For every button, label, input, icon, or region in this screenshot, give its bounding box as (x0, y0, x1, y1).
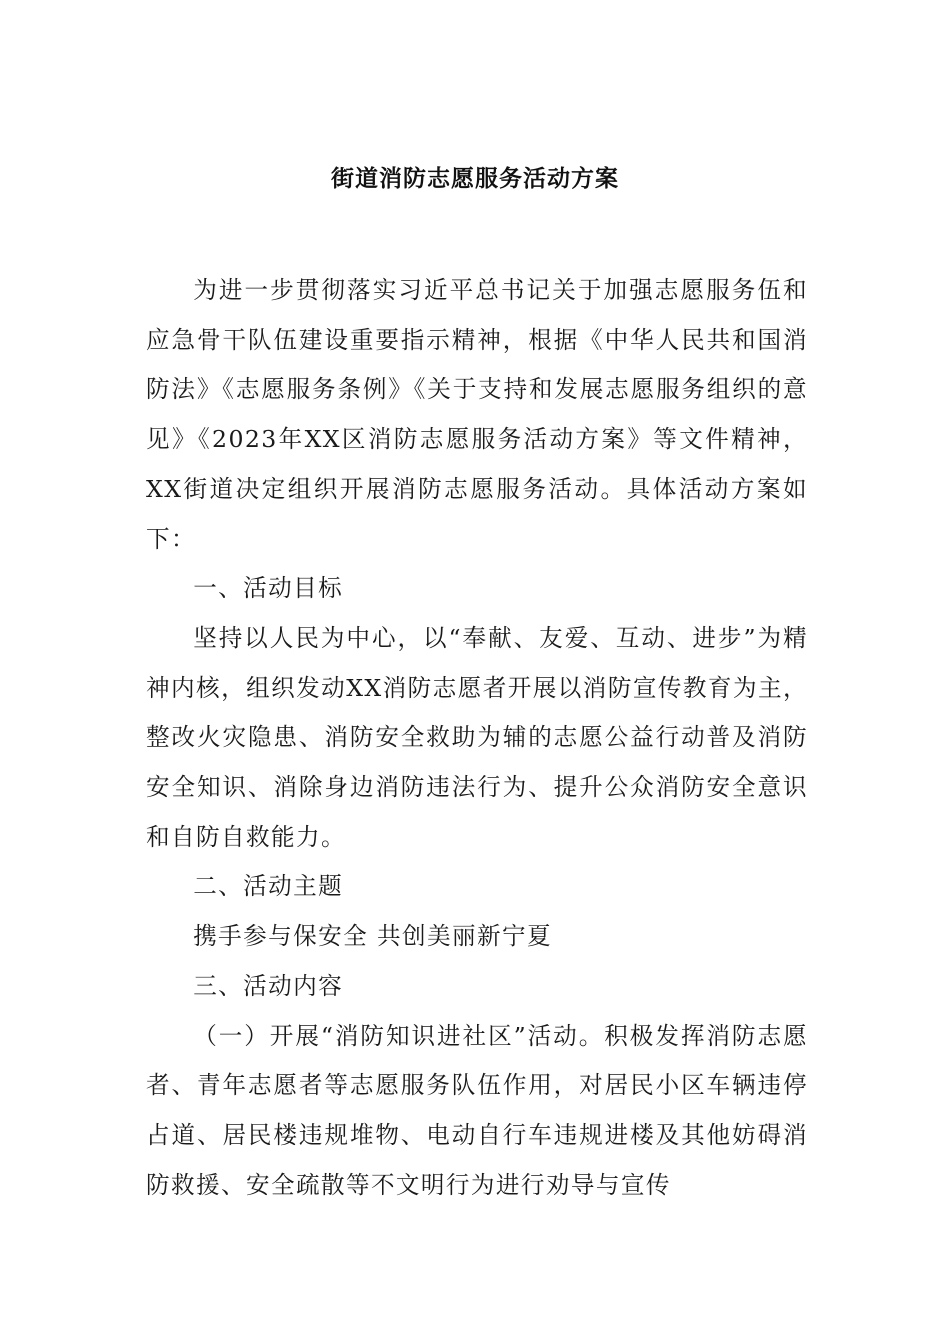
section-heading-content: 三、活动内容 (193, 971, 344, 1000)
theme-paragraph: 携手参与保安全 共创美丽新宁夏 (193, 922, 552, 951)
document-body (146, 266, 808, 1210)
goals-paragraph: 坚持以人民为中心，以“奉献、友爱、互动、进步”为精神内核，组织发动XX消防志愿者开展以消防宣传教育为主，整改火灾隐患、消防安全救助为辅的志愿公益行动普及消防安全知识、消除身边消防违法行为、提升公众消防安全意识和自防自救能力。 (146, 623, 808, 851)
intro-paragraph: 为进一步贯彻落实习近平总书记关于加强志愿服务伍和应急骨干队伍建设重要指示精神，根据《中华人民共和国消防法》《志愿服务条例》《关于支持和发展志愿服务组织的意见》《2023年XX区消防志愿服务活动方案》等文件精神，XX街道决定组织开展消防志愿服务活动。具体活动方案如下： (146, 276, 808, 553)
document-title: 街道消防志愿服务活动方案 (331, 165, 619, 192)
section-heading-theme: 二、活动主题 (193, 872, 344, 901)
content-paragraph-1: （一）开展“消防知识进社区”活动。积极发挥消防志愿者、青年志愿者等志愿服务队伍作用，对居民小区车辆违停占道、居民楼违规堆物、电动自行车违规进楼及其他妨碍消防救援、安全疏散等不文明行为进行劝导与宣传 (146, 1021, 808, 1199)
section-heading-goals: 一、活动目标 (193, 574, 344, 603)
